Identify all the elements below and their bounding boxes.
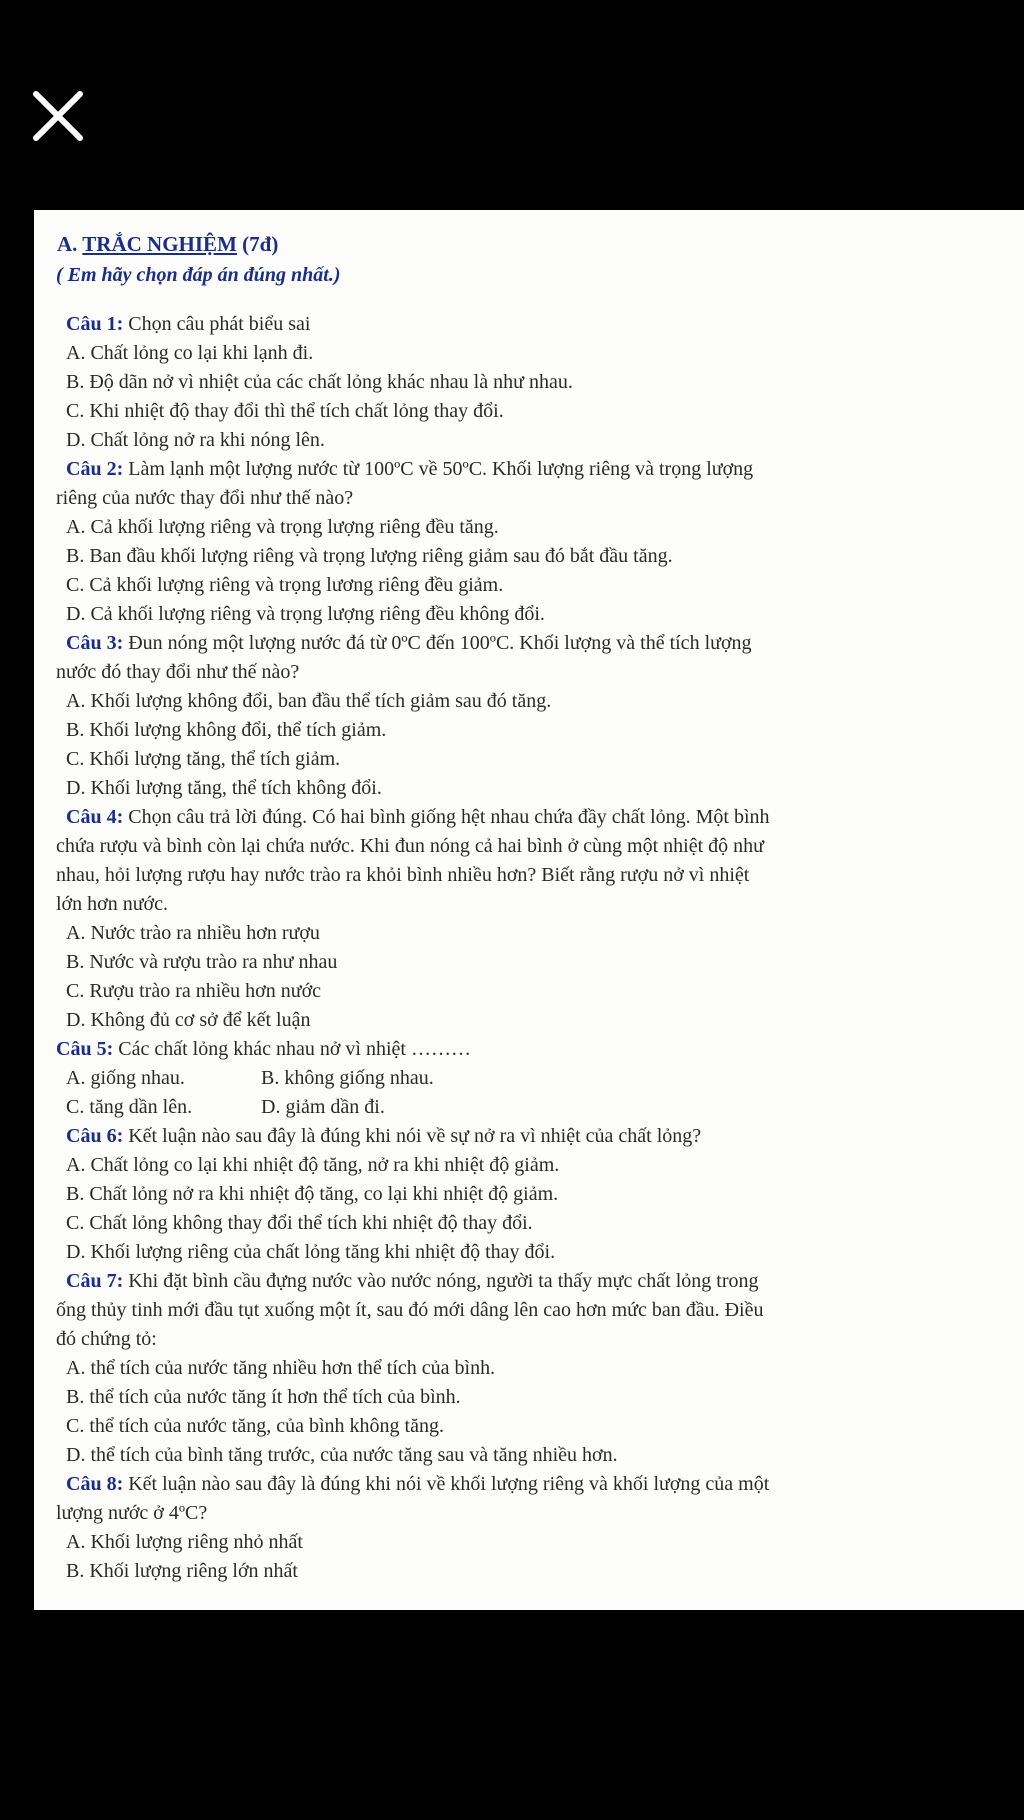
close-button[interactable] (28, 86, 88, 146)
option-a: A. giống nhau. (66, 1067, 185, 1089)
section-title: TRẮC NGHIỆM (82, 232, 237, 256)
question-number: Câu 1: (66, 313, 124, 335)
question-number: Câu 3: (66, 632, 124, 654)
question-number: Câu 2: (66, 458, 124, 480)
question-text: Chọn câu phát biểu sai (128, 313, 311, 335)
option-a: A. Nước trào ra nhiều hơn rượu (66, 922, 320, 944)
option-b: B. không giống nhau. (261, 1067, 434, 1089)
question-5 (56, 1035, 1024, 1122)
option-d: D. Chất lỏng nở ra khi nóng lên. (66, 429, 325, 451)
option-a: A. Chất lỏng co lại khi lạnh đi. (66, 342, 314, 364)
option-c: C. Khối lượng tăng, thể tích giảm. (66, 748, 341, 770)
option-b: B. thể tích của nước tăng ít hơn thể tích của bình. (66, 1386, 461, 1408)
option-c: C. Rượu trào ra nhiều hơn nước (66, 980, 322, 1002)
option-a: A. Khối lượng riêng nhỏ nhất (66, 1531, 303, 1553)
question-number: Câu 7: (66, 1270, 124, 1292)
option-d: D. Khối lượng riêng của chất lỏng tăng khi nhiệt độ thay đổi. (66, 1241, 556, 1263)
option-d: D. thể tích của bình tăng trước, của nước tăng sau và tăng nhiều hơn. (66, 1444, 618, 1466)
question-number: Câu 8: (66, 1473, 124, 1495)
option-a: A. Chất lỏng co lại khi nhiệt độ tăng, nở ra khi nhiệt độ giảm. (66, 1154, 560, 1176)
question-text-cont: nước đó thay đổi như thế nào? (56, 661, 300, 683)
question-text-cont: riêng của nước thay đổi như thế nào? (56, 487, 354, 509)
option-b: B. Khối lượng riêng lớn nhất (66, 1560, 298, 1582)
question-1 (56, 310, 1024, 455)
option-d: D. Khối lượng tăng, thể tích không đổi. (66, 777, 382, 799)
question-text-cont: lớn hơn nước. (56, 893, 169, 915)
question-text-cont: chứa rượu và bình còn lại chứa nước. Khi đun nóng cả hai bình ở cùng một nhiệt độ như (56, 835, 764, 857)
question-text: Chọn câu trả lời đúng. Có hai bình giống hệt nhau chứa đầy chất lỏng. Một bình (128, 806, 770, 828)
question-8 (56, 1470, 1024, 1586)
option-c: C. Chất lỏng không thay đổi thể tích khi nhiệt độ thay đổi. (66, 1212, 533, 1234)
question-number: Câu 5: (56, 1038, 114, 1060)
instruction: ( Em hãy chọn đáp án đúng nhất.) (56, 264, 341, 286)
question-number: Câu 6: (66, 1125, 124, 1147)
question-number: Câu 4: (66, 806, 124, 828)
option-d: D. giảm dần đi. (261, 1096, 385, 1118)
question-text: Các chất lỏng khác nhau nở vì nhiệt ……… (118, 1038, 471, 1060)
option-a: A. Cả khối lượng riêng và trọng lượng riêng đều tăng. (66, 516, 499, 538)
option-b: B. Chất lỏng nở ra khi nhiệt độ tăng, co lại khi nhiệt độ giảm. (66, 1183, 559, 1205)
question-text: Kết luận nào sau đây là đúng khi nói về sự nở ra vì nhiệt của chất lỏng? (128, 1125, 702, 1147)
question-text-cont: nhau, hỏi lượng rượu hay nước trào ra khỏi bình nhiều hơn? Biết rằng rượu nở vì nhiệt (56, 864, 750, 886)
option-c: C. Cả khối lượng riêng và trọng lương riêng đều giảm. (66, 574, 504, 596)
question-text: Đun nóng một lượng nước đá từ 0ºC đến 100ºC. Khối lượng và thể tích lượng (128, 632, 752, 654)
option-b: B. Khối lượng không đổi, thể tích giảm. (66, 719, 387, 741)
question-text: Làm lạnh một lượng nước từ 100ºC về 50ºC. Khối lượng riêng và trọng lượng (128, 458, 754, 480)
section-points: (7đ) (242, 232, 279, 256)
option-b: B. Nước và rượu trào ra như nhau (66, 951, 338, 973)
section-heading: A. TRẮC NGHIỆM (7đ) (57, 232, 279, 256)
question-3 (56, 629, 1024, 803)
option-c: C. tăng dần lên. (66, 1096, 193, 1118)
option-d: D. Không đủ cơ sở để kết luận (66, 1009, 311, 1031)
option-a: A. thể tích của nước tăng nhiều hơn thể tích của bình. (66, 1357, 496, 1379)
option-c: C. thể tích của nước tăng, của bình không tăng. (66, 1415, 444, 1437)
question-6 (56, 1122, 1024, 1267)
question-text-cont: ống thủy tinh mới đầu tụt xuống một ít, sau đó mới dâng lên cao hơn mức ban đầu. Điều (56, 1299, 764, 1321)
option-b: B. Ban đầu khối lượng riêng và trọng lượng riêng giảm sau đó bắt đầu tăng. (66, 545, 673, 567)
question-4 (56, 803, 1024, 1035)
question-text-cont: đó chứng tỏ: (56, 1328, 157, 1350)
option-b: B. Độ dãn nở vì nhiệt của các chất lỏng khác nhau là như nhau. (66, 371, 573, 393)
option-a: A. Khối lượng không đổi, ban đầu thể tích giảm sau đó tăng. (66, 690, 552, 712)
question-text: Khi đặt bình cầu đựng nước vào nước nóng, người ta thấy mực chất lỏng trong (128, 1270, 759, 1292)
question-text: Kết luận nào sau đây là đúng khi nói về khối lượng riêng và khối lượng của một (128, 1473, 770, 1495)
option-d: D. Cả khối lượng riêng và trọng lượng riêng đều không đổi. (66, 603, 545, 625)
document-page (34, 210, 1024, 1610)
close-icon (28, 86, 88, 146)
question-2 (56, 455, 1024, 629)
option-c: C. Khi nhiệt độ thay đổi thì thể tích chất lỏng thay đổi. (66, 400, 504, 422)
question-7 (56, 1267, 1024, 1470)
question-text-cont: lượng nước ở 4ºC? (56, 1502, 208, 1524)
